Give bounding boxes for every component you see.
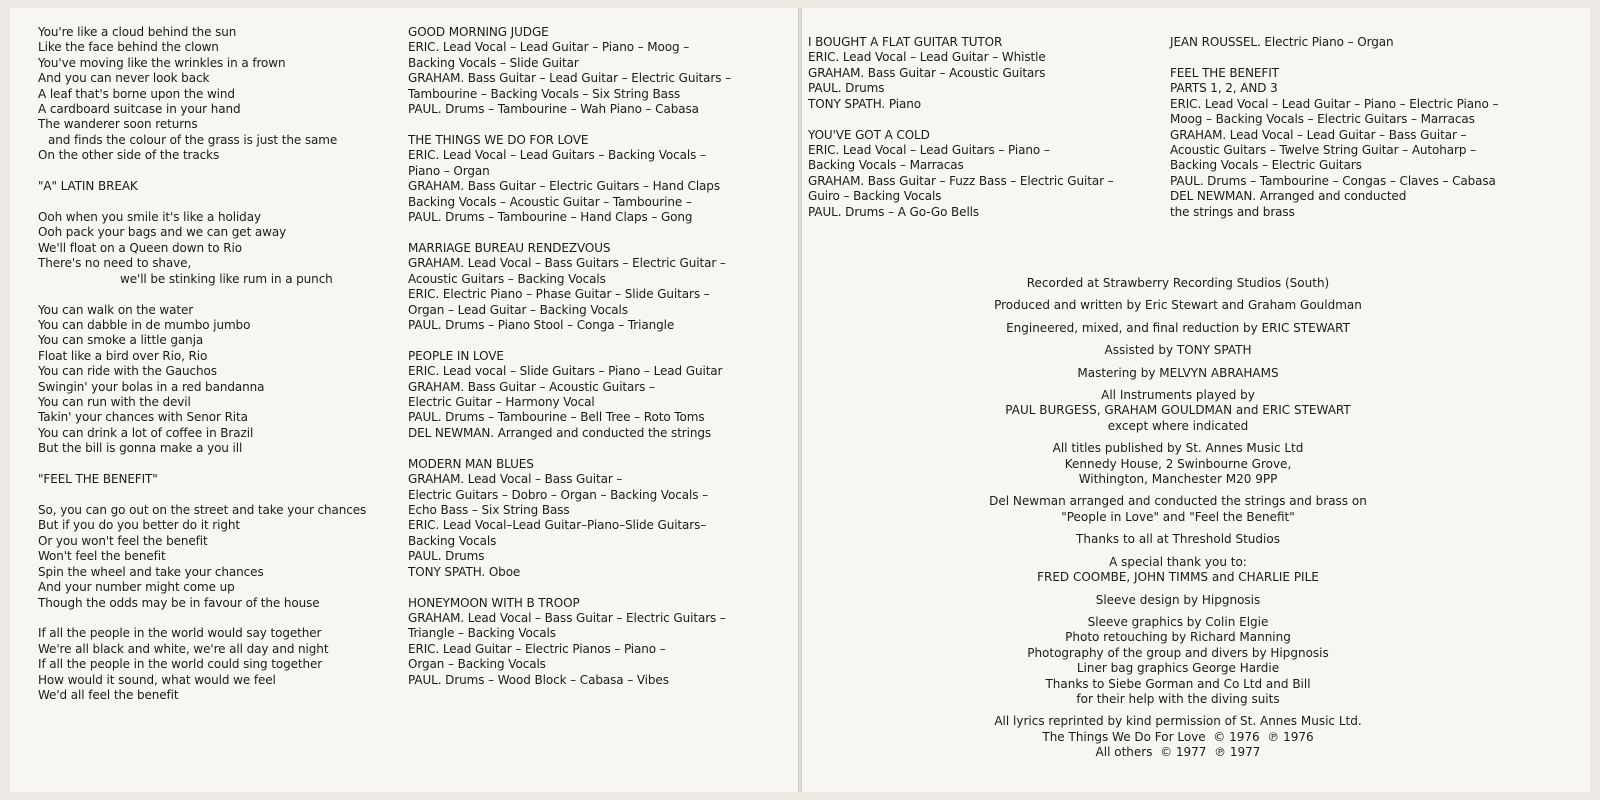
text-line: PAUL. Drums – Tambourine – Congas – Claves – Cabasa (1170, 173, 1496, 188)
text-line: ERIC. Lead vocal – Slide Guitars – Piano – Lead Guitar (408, 364, 723, 379)
text-line: Backing Vocals (408, 533, 497, 548)
credit-line: Mastering by MELVYN ABRAHAMS (1077, 365, 1279, 380)
credit-line: Kennedy House, 2 Swinbourne Grove, (1064, 456, 1292, 471)
text-line: JEAN ROUSSEL. Electric Piano – Organ (1170, 35, 1394, 49)
credit-line: Thanks to all at Threshold Studios (1076, 532, 1280, 547)
text-line: ERIC. Lead Guitar – Electric Pianos – Piano – (408, 641, 666, 656)
text-line: DEL NEWMAN. Arranged and conducted the strings (408, 425, 712, 440)
text-line: Organ – Lead Guitar – Backing Vocals (408, 302, 628, 317)
track-credits-column (408, 25, 731, 688)
text-line: Electric Guitars – Dobro – Organ – Backing Vocals – (408, 487, 708, 502)
text-line: Acoustic Guitars – Backing Vocals (408, 271, 606, 286)
right-page (802, 8, 1590, 792)
text-line: We'll float on a Queen down to Rio (38, 240, 242, 255)
text-line: ERIC. Electric Piano – Phase Guitar – Slide Guitars – (408, 287, 710, 302)
spacer (38, 195, 366, 211)
section-heading: HONEYMOON WITH B TROOP (408, 595, 580, 610)
text-line: PAUL. Drums – Tambourine – Hand Claps – Gong (408, 209, 693, 224)
text-line: DEL NEWMAN. Arranged and conducted (1170, 189, 1407, 204)
text-line: ERIC. Lead Vocal – Lead Guitar – Piano – Moog – (408, 40, 690, 55)
spacer (408, 117, 731, 133)
text-line: Moog – Backing Vocals – Electric Guitars – Marracas (1170, 112, 1475, 127)
credit-line: Thanks to Siebe Gorman and Co Ltd and Bill (1045, 676, 1311, 691)
text-line: GRAHAM. Bass Guitar – Electric Guitars – Hand Claps (408, 179, 720, 194)
text-line: You can run with the devil (38, 395, 191, 410)
text-line: GRAHAM. Bass Guitar – Acoustic Guitars – (408, 379, 655, 394)
credit-line: Sleeve design by Hipgnosis (1095, 592, 1261, 607)
credit-line: FRED COOMBE, JOHN TIMMS and CHARLIE PILE (1037, 570, 1319, 585)
spacer (808, 112, 1114, 128)
spacer (38, 287, 366, 303)
text-line: A cardboard suitcase in your hand (38, 102, 241, 117)
text-line: Takin' your chances with Senor Rita (38, 410, 248, 425)
credit-paragraph (958, 388, 1398, 434)
section-heading: PEOPLE IN LOVE (408, 348, 504, 363)
text-line: So, you can go out on the street and take your chances (38, 503, 367, 518)
text-line: And your number might come up (38, 580, 235, 595)
text-line: GRAHAM. Lead Vocal – Lead Guitar – Bass Guitar – (1170, 127, 1467, 142)
text-line: There's no need to shave, (38, 256, 192, 271)
text-line: Acoustic Guitars – Twelve String Guitar – Autoharp – (1170, 142, 1477, 157)
spacer (408, 441, 731, 457)
text-line: Tambourine – Backing Vocals – Six String Bass (408, 86, 681, 101)
spacer (408, 333, 731, 349)
credit-line: except where indicated (1107, 418, 1249, 433)
text-line: If all the people in the world could sing together (38, 657, 323, 672)
credit-paragraph (958, 441, 1398, 487)
text-line: Or you won't feel the benefit (38, 533, 208, 548)
credit-line: PAUL BURGESS, GRAHAM GOULDMAN and ERIC STEWART (1005, 403, 1351, 418)
section-heading: "FEEL THE BENEFIT" (38, 472, 158, 487)
text-line: and finds the colour of the grass is just the same (48, 132, 338, 147)
credit-line: "People in Love" and "Feel the Benefit" (1061, 509, 1295, 524)
credit-line: Recorded at Strawberry Recording Studios (South) (1026, 276, 1330, 290)
credit-line: Sleeve graphics by Colin Elgie (1087, 614, 1269, 629)
text-line: ERIC. Lead Vocal – Lead Guitar – Whistle (808, 50, 1046, 65)
text-line: GRAHAM. Bass Guitar – Lead Guitar – Electric Guitars – (408, 71, 732, 86)
text-line: You can walk on the water (38, 302, 194, 317)
credit-paragraph (958, 532, 1398, 547)
credit-line: Engineered, mixed, and final reduction by ERIC STEWART (1006, 320, 1350, 335)
credit-line: The Things We Do For Love © 1976 ℗ 1976 (1042, 729, 1314, 744)
text-line: PAUL. Drums – A Go-Go Bells (808, 204, 980, 219)
credit-line: Withington, Manchester M20 9PP (1078, 472, 1278, 487)
text-line: PAUL. Drums – Tambourine – Bell Tree – Roto Toms (408, 410, 705, 425)
spacer (38, 488, 366, 504)
text-line: GRAHAM. Lead Vocal – Bass Guitar – Electric Guitars – (408, 610, 726, 625)
text-line: Guiro – Backing Vocals (808, 189, 942, 204)
credit-paragraph (958, 593, 1398, 608)
section-heading: MODERN MAN BLUES (408, 456, 534, 471)
credit-line: A special thank you to: (1109, 554, 1247, 569)
text-line: the strings and brass (1170, 204, 1295, 219)
credit-line: Assisted by TONY SPATH (1104, 343, 1252, 358)
credit-paragraph (958, 298, 1398, 313)
text-line: You're like a cloud behind the sun (38, 25, 237, 39)
text-line: Piano – Organ (408, 163, 490, 178)
text-line: ERIC. Lead Vocal–Lead Guitar–Piano–Slide Guitars– (408, 518, 707, 533)
spacer (1170, 50, 1498, 66)
text-line: A leaf that's borne upon the wind (38, 86, 235, 101)
section-heading: GOOD MORNING JUDGE (408, 25, 549, 39)
credit-line: All Instruments played by (1101, 388, 1255, 403)
text-line: If all the people in the world would say together (38, 626, 322, 641)
text-line: Like the face behind the clown (38, 40, 219, 55)
credit-line: for their help with the diving suits (1076, 691, 1280, 706)
text-line: The wanderer soon returns (38, 117, 198, 132)
track-credits-column-2 (1170, 35, 1498, 220)
text-line: GRAHAM. Bass Guitar – Fuzz Bass – Electric Guitar – (808, 173, 1114, 188)
text-line: On the other side of the tracks (38, 148, 220, 163)
credit-paragraph (958, 494, 1398, 525)
spacer (408, 225, 731, 241)
text-line: ERIC. Lead Vocal – Lead Guitar – Piano – Electric Piano – (1170, 96, 1499, 111)
text-line: Triangle – Backing Vocals (408, 626, 556, 641)
text-line: You can dabble in de mumbo jumbo (38, 318, 251, 332)
text-line: But the bill is gonna make a you ill (38, 441, 243, 456)
credit-line: Liner bag graphics George Hardie (1076, 661, 1280, 676)
text-line: Ooh pack your bags and we can get away (38, 225, 287, 240)
text-line: Spin the wheel and take your chances (38, 564, 264, 579)
credit-paragraph (958, 555, 1398, 586)
text-line: GRAHAM. Lead Vocal – Bass Guitar – (408, 472, 623, 487)
text-line: Ooh when you smile it's like a holiday (38, 210, 261, 225)
text-line: ERIC. Lead Vocal – Lead Guitars – Piano – (808, 142, 1050, 157)
text-line: GRAHAM. Lead Vocal – Bass Guitars – Electric Guitar – (408, 256, 726, 271)
text-line: You can drink a lot of coffee in Brazil (38, 425, 254, 440)
text-line: Echo Bass – Six String Bass (408, 502, 570, 517)
text-line: You can smoke a little ganja (38, 333, 204, 348)
text-line: We're all black and white, we're all day and night (38, 641, 329, 656)
section-heading: MARRIAGE BUREAU RENDEZVOUS (408, 240, 611, 255)
credit-line: Del Newman arranged and conducted the strings and brass on (989, 494, 1367, 509)
credit-line: All others © 1977 ℗ 1977 (1095, 745, 1261, 760)
credit-line: Photo retouching by Richard Manning (1065, 630, 1291, 645)
credit-line: Photography of the group and divers by Hipgnosis (1027, 645, 1329, 660)
text-line: Electric Guitar – Harmony Vocal (408, 395, 595, 410)
text-line: ERIC. Lead Vocal – Lead Guitars – Backing Vocals – (408, 148, 706, 163)
text-line: PAUL. Drums (808, 81, 885, 96)
track-credits-column-1 (808, 35, 1114, 220)
spacer (408, 580, 731, 596)
text-line: But if you do you better do it right (38, 518, 240, 533)
text-line: Swingin' your bolas in a red bandanna (38, 379, 265, 394)
text-line: Backing Vocals – Electric Guitars (1170, 158, 1362, 173)
credit-paragraph (958, 714, 1398, 760)
text-line: TONY SPATH. Oboe (408, 564, 521, 579)
credit-paragraph (958, 366, 1398, 381)
text-line: You've moving like the wrinkles in a frown (38, 55, 286, 70)
text-line: PAUL. Drums – Piano Stool – Conga – Triangle (408, 317, 675, 332)
credit-line: All titles published by St. Annes Music Ltd (1052, 441, 1304, 456)
section-heading: PARTS 1, 2, AND 3 (1170, 81, 1278, 96)
production-credits (958, 276, 1398, 768)
left-page (10, 8, 798, 792)
section-heading: FEEL THE BENEFIT (1170, 65, 1279, 80)
text-line: You can ride with the Gauchos (38, 364, 217, 379)
credit-paragraph (958, 615, 1398, 707)
text-line: Though the odds may be in favour of the house (38, 595, 320, 610)
section-heading: "A" LATIN BREAK (38, 179, 138, 194)
credit-paragraph (958, 343, 1398, 358)
text-line: PAUL. Drums (408, 549, 485, 564)
text-line: PAUL. Drums – Wood Block – Cabasa – Vibes (408, 672, 669, 687)
text-line: Backing Vocals – Acoustic Guitar – Tambourine – (408, 194, 692, 209)
text-line: Organ – Backing Vocals (408, 657, 546, 672)
text-line: We'd all feel the benefit (38, 688, 179, 703)
text-line: we'll be stinking like rum in a punch (120, 271, 333, 286)
text-line: PAUL. Drums – Tambourine – Wah Piano – Cabasa (408, 102, 699, 117)
section-heading: I BOUGHT A FLAT GUITAR TUTOR (808, 35, 1003, 49)
credit-line: Produced and written by Eric Stewart and Graham Gouldman (994, 298, 1362, 313)
text-line: How would it sound, what would we feel (38, 672, 276, 687)
spacer (38, 457, 366, 473)
text-line: Backing Vocals – Marracas (808, 158, 964, 173)
text-line: Float like a bird over Rio, Rio (38, 348, 208, 363)
section-heading: YOU'VE GOT A COLD (808, 127, 930, 142)
section-heading: THE THINGS WE DO FOR LOVE (408, 132, 589, 147)
credit-paragraph (958, 276, 1398, 291)
text-line: Backing Vocals – Slide Guitar (408, 55, 579, 70)
text-line: GRAHAM. Bass Guitar – Acoustic Guitars (808, 65, 1046, 80)
credit-paragraph (958, 321, 1398, 336)
credit-line: All lyrics reprinted by kind permission of St. Annes Music Ltd. (994, 714, 1362, 729)
spacer (38, 164, 366, 180)
text-line: Won't feel the benefit (38, 549, 166, 564)
text-line: And you can never look back (38, 71, 210, 86)
lyrics-column (38, 25, 366, 703)
spacer (38, 611, 366, 627)
text-line: TONY SPATH. Piano (808, 96, 921, 111)
